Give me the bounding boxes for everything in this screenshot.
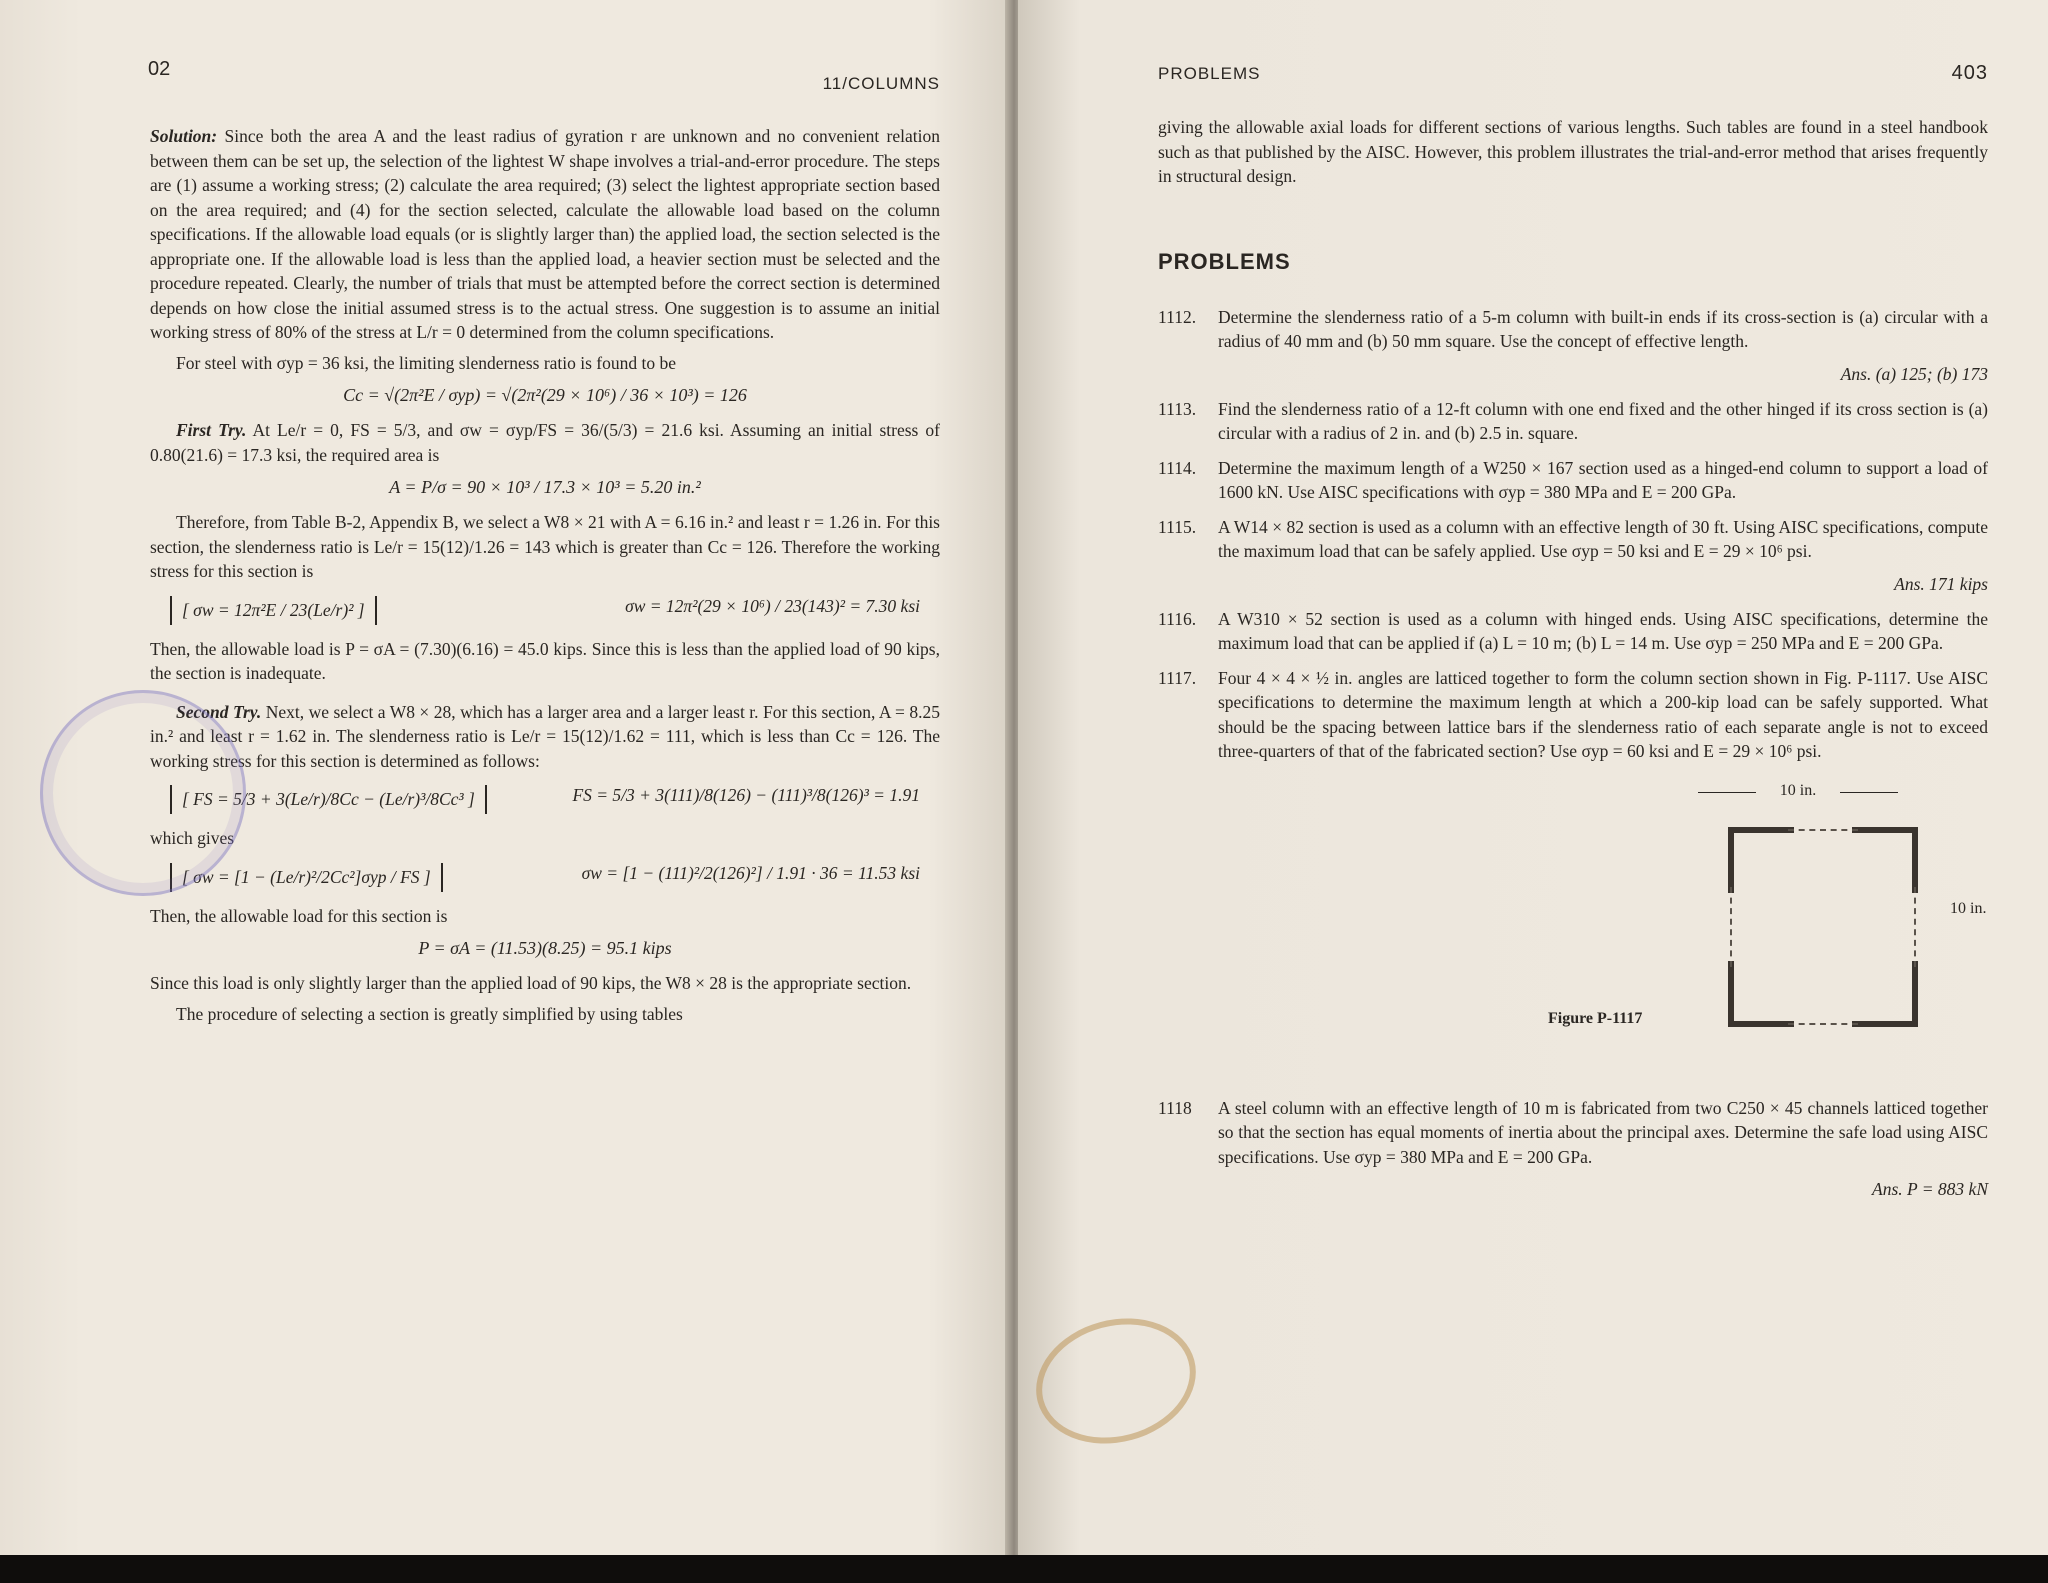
then-allow-text: Then, the allowable load for this section is — [150, 905, 448, 926]
solution-label: Solution: — [150, 126, 218, 146]
intro-paragraph: giving the allowable axial loads for different sections of various lengths. Such tables are found in a steel handbook such as that published by the AISC. However, this problem illustrates the trial-and-error method that arises frequently in structural design. — [1158, 117, 1988, 186]
page-number-left: 02 — [148, 58, 171, 80]
solution-text: Since both the area A and the least radius of gyration r are unknown and no convenient relation between them can be set up, the selection of the lightest W shape involves a trial-and-error procedure. The steps are (1) assume a working stress; (2) calculate the area required; (3) select the lightest appropriate section based on the area required; and (4) for the section selected, calculate the allowable load based on the column specifications. If the allowable load equals (or is slightly larger than) the applied load, the section selected is the appropriate one. If the allowable load is less than the applied load, a heavier section must be selected and the procedure repeated. Clearly, the number of trials that must be attempted before the correct section is determined depends on how close the initial assumed stress is to the actual stress. One suggestion is to assume an initial working stress of 80% of the stress at L/r = 0 determined from the column specifications. — [150, 126, 940, 342]
equation-sigma-w — [150, 863, 940, 892]
chapter-title: 11/COLUMNS — [822, 74, 940, 93]
equation-working-stress — [150, 596, 940, 625]
first-try-text: At Le/r = 0, FS = 5/3, and σw = σyp/FS = 36/(5/3) = 21.6 ksi. Assuming an initial stress of 0.80(21.6) = 17.3 ksi, the required area is — [150, 420, 940, 465]
equation-cc: Cc = √(2π²E / σyp) = √(2π²(29 × 10⁶) / 36 × 10³) = 126 — [343, 385, 747, 405]
angle-bottom-right — [1852, 961, 1918, 1027]
equation-sw-numeric: σw = [1 − (111)²/2(126)²] / 1.91 · 36 = 11.53 ksi — [581, 862, 920, 883]
running-head-right — [1158, 62, 1988, 85]
equation-sw-general: [ σw = [1 − (Le/r)²/2Cc²]σyp / FS ] — [170, 863, 443, 892]
problem-text: A W14 × 82 section is used as a column with an effective length of 30 ft. Using AISC specifications, compute the maximum load that can be safely applied. Use σyp = 50 ksi and E = 29 × 10⁶ psi. — [1218, 516, 1988, 561]
equation-fs — [150, 785, 940, 814]
equation-ws-general: [ σw = 12π²E / 23(Le/r)² ] — [170, 596, 377, 625]
problems-heading: PROBLEMS — [1158, 248, 1291, 274]
angle-bottom-left — [1728, 961, 1794, 1027]
problem-1115 — [1158, 515, 1988, 595]
problem-number: 1112. — [1158, 306, 1197, 327]
problem-number: 1117. — [1158, 667, 1197, 688]
equation-fs-numeric: FS = 5/3 + 3(111)/8(126) − (111)³/8(126)³ = 1.91 — [572, 785, 920, 805]
lattice-right — [1914, 887, 1916, 967]
problem-text: A W310 × 52 section is used as a column with hinged ends. Using AISC specifications, determine the maximum load that can be applied if (a) L = 10 m; (b) L = 14 m. Use σyp = 250 MPa and E = 200 GPa. — [1218, 608, 1988, 653]
second-try-label: Second Try. — [176, 701, 262, 722]
background-edge — [0, 1555, 2048, 1583]
library-stamp-icon — [40, 690, 246, 896]
page-number-right: 403 — [1951, 62, 1988, 84]
figure-p1117 — [1158, 782, 1988, 1072]
lattice-top — [1788, 829, 1858, 831]
problem-text: Determine the slenderness ratio of a 5-m column with built-in ends if its cross-section is (a) circular with a radius of 40 mm and (b) 50 mm square. Use the concept of effective length. — [1218, 306, 1988, 351]
left-page — [0, 0, 1010, 1555]
dimension-width: 10 in. — [1698, 782, 1898, 800]
problem-answer: Ans. 171 kips — [1894, 573, 1988, 594]
equation-p: P = σA = (11.53)(8.25) = 95.1 kips — [418, 938, 672, 958]
therefore-paragraph: Therefore, from Table B-2, Appendix B, we select a W8 × 21 with A = 6.16 in.² and least r = 1.26 in. For this section, the slenderness ratio is Le/r = 15(12)/1.26 = 143 which is greater than Cc = 126. Therefore the working stress for this section is — [150, 512, 940, 581]
problem-number: 1113. — [1158, 398, 1197, 419]
problem-1116 — [1158, 607, 1988, 662]
problem-text: Determine the maximum length of a W250 × 167 section used as a hinged-end column to support a load of 1600 kN. Use AISC specifications with σyp = 380 MPa and E = 200 GPa. — [1218, 457, 1988, 502]
problem-number: 1115. — [1158, 516, 1197, 537]
problem-1112 — [1158, 305, 1988, 385]
problem-1117 — [1158, 666, 1988, 770]
problem-number: 1114. — [1158, 457, 1197, 478]
problem-answer: Ans. P = 883 kN — [1872, 1179, 1988, 1199]
right-page — [1018, 0, 2048, 1555]
procedure-paragraph: The procedure of selecting a section is greatly simplified by using tables — [176, 1003, 683, 1024]
steel-paragraph: For steel with σyp = 36 ksi, the limiting slenderness ratio is found to be — [176, 352, 677, 373]
problem-number: 1118 — [1158, 1097, 1192, 1118]
problem-answer: Ans. (a) 125; (b) 173 — [1840, 363, 1988, 384]
problem-text: A steel column with an effective length of 10 m is fabricated from two C250 × 45 channels latticed together so that the section has equal moments of inertia about the principal axes. Determine the safe load using AISC specifications. Use σyp = 380 MPa and E = 200 GPa. — [1218, 1097, 1988, 1167]
solution-paragraph — [150, 124, 940, 345]
second-try-text: Next, we select a W8 × 28, which has a larger area and a larger least r. For this section, A = 8.25 in.² and least r = 1.62 in. The slenderness ratio is Le/r = 15(12)/1.62 = 111, which is less than Cc = 126. The working stress for this section is determined as follows: — [150, 701, 941, 771]
first-try-paragraph — [150, 418, 940, 467]
problem-text: Four 4 × 4 × ½ in. angles are latticed together to form the column section shown in Fig. P-1117. Use AISC specifications to determine the maximum length at which a 200-kip load can be safely supported. What should be the spacing between lattice bars if the slenderness ratio of each separate angle is not to exceed three-quarters of that of the fabricated section? Use σyp = 60 ksi and E = 29 × 10⁶ psi. — [1218, 667, 1988, 761]
lattice-bottom — [1788, 1023, 1858, 1025]
dimension-height: 10 in. — [1950, 899, 1987, 917]
problem-text: Find the slenderness ratio of a 12-ft column with one end fixed and the other hinged if its cross section is (a) circular with a radius of 2 in. and (b) 2.5 in. square. — [1218, 398, 1988, 443]
problem-1118 — [1158, 1096, 1988, 1201]
second-try-paragraph — [150, 700, 940, 774]
angle-top-right — [1852, 827, 1918, 893]
lattice-left — [1730, 887, 1732, 967]
first-try-label: First Try. — [176, 420, 247, 440]
equation-ws-numeric: σw = 12π²(29 × 10⁶) / 23(143)² = 7.30 ksi — [625, 595, 920, 616]
column-section-diagram — [1728, 827, 1918, 1027]
problem-1113 — [1158, 397, 1988, 452]
figure-caption: Figure P-1117 — [1548, 1009, 1643, 1027]
running-head-left — [150, 74, 940, 94]
problem-1114 — [1158, 456, 1988, 511]
section-title: PROBLEMS — [1158, 64, 1261, 83]
angle-top-left — [1728, 827, 1794, 893]
which-gives: which gives — [150, 828, 235, 848]
then-paragraph: Then, the allowable load is P = σA = (7.30)(6.16) = 45.0 kips. Since this is less than the applied load of 90 kips, the section is inadequate. — [150, 638, 940, 683]
equation-fs-general: [ FS = 5/3 + 3(Le/r)/8Cc − (Le/r)³/8Cc³ ] — [170, 785, 487, 814]
problem-number: 1116. — [1158, 608, 1197, 629]
equation-area: A = P/σ = 90 × 10³ / 17.3 × 10³ = 5.20 in.² — [389, 477, 701, 497]
since-paragraph: Since this load is only slightly larger than the applied load of 90 kips, the W8 × 28 is the appropriate section. — [150, 973, 912, 993]
